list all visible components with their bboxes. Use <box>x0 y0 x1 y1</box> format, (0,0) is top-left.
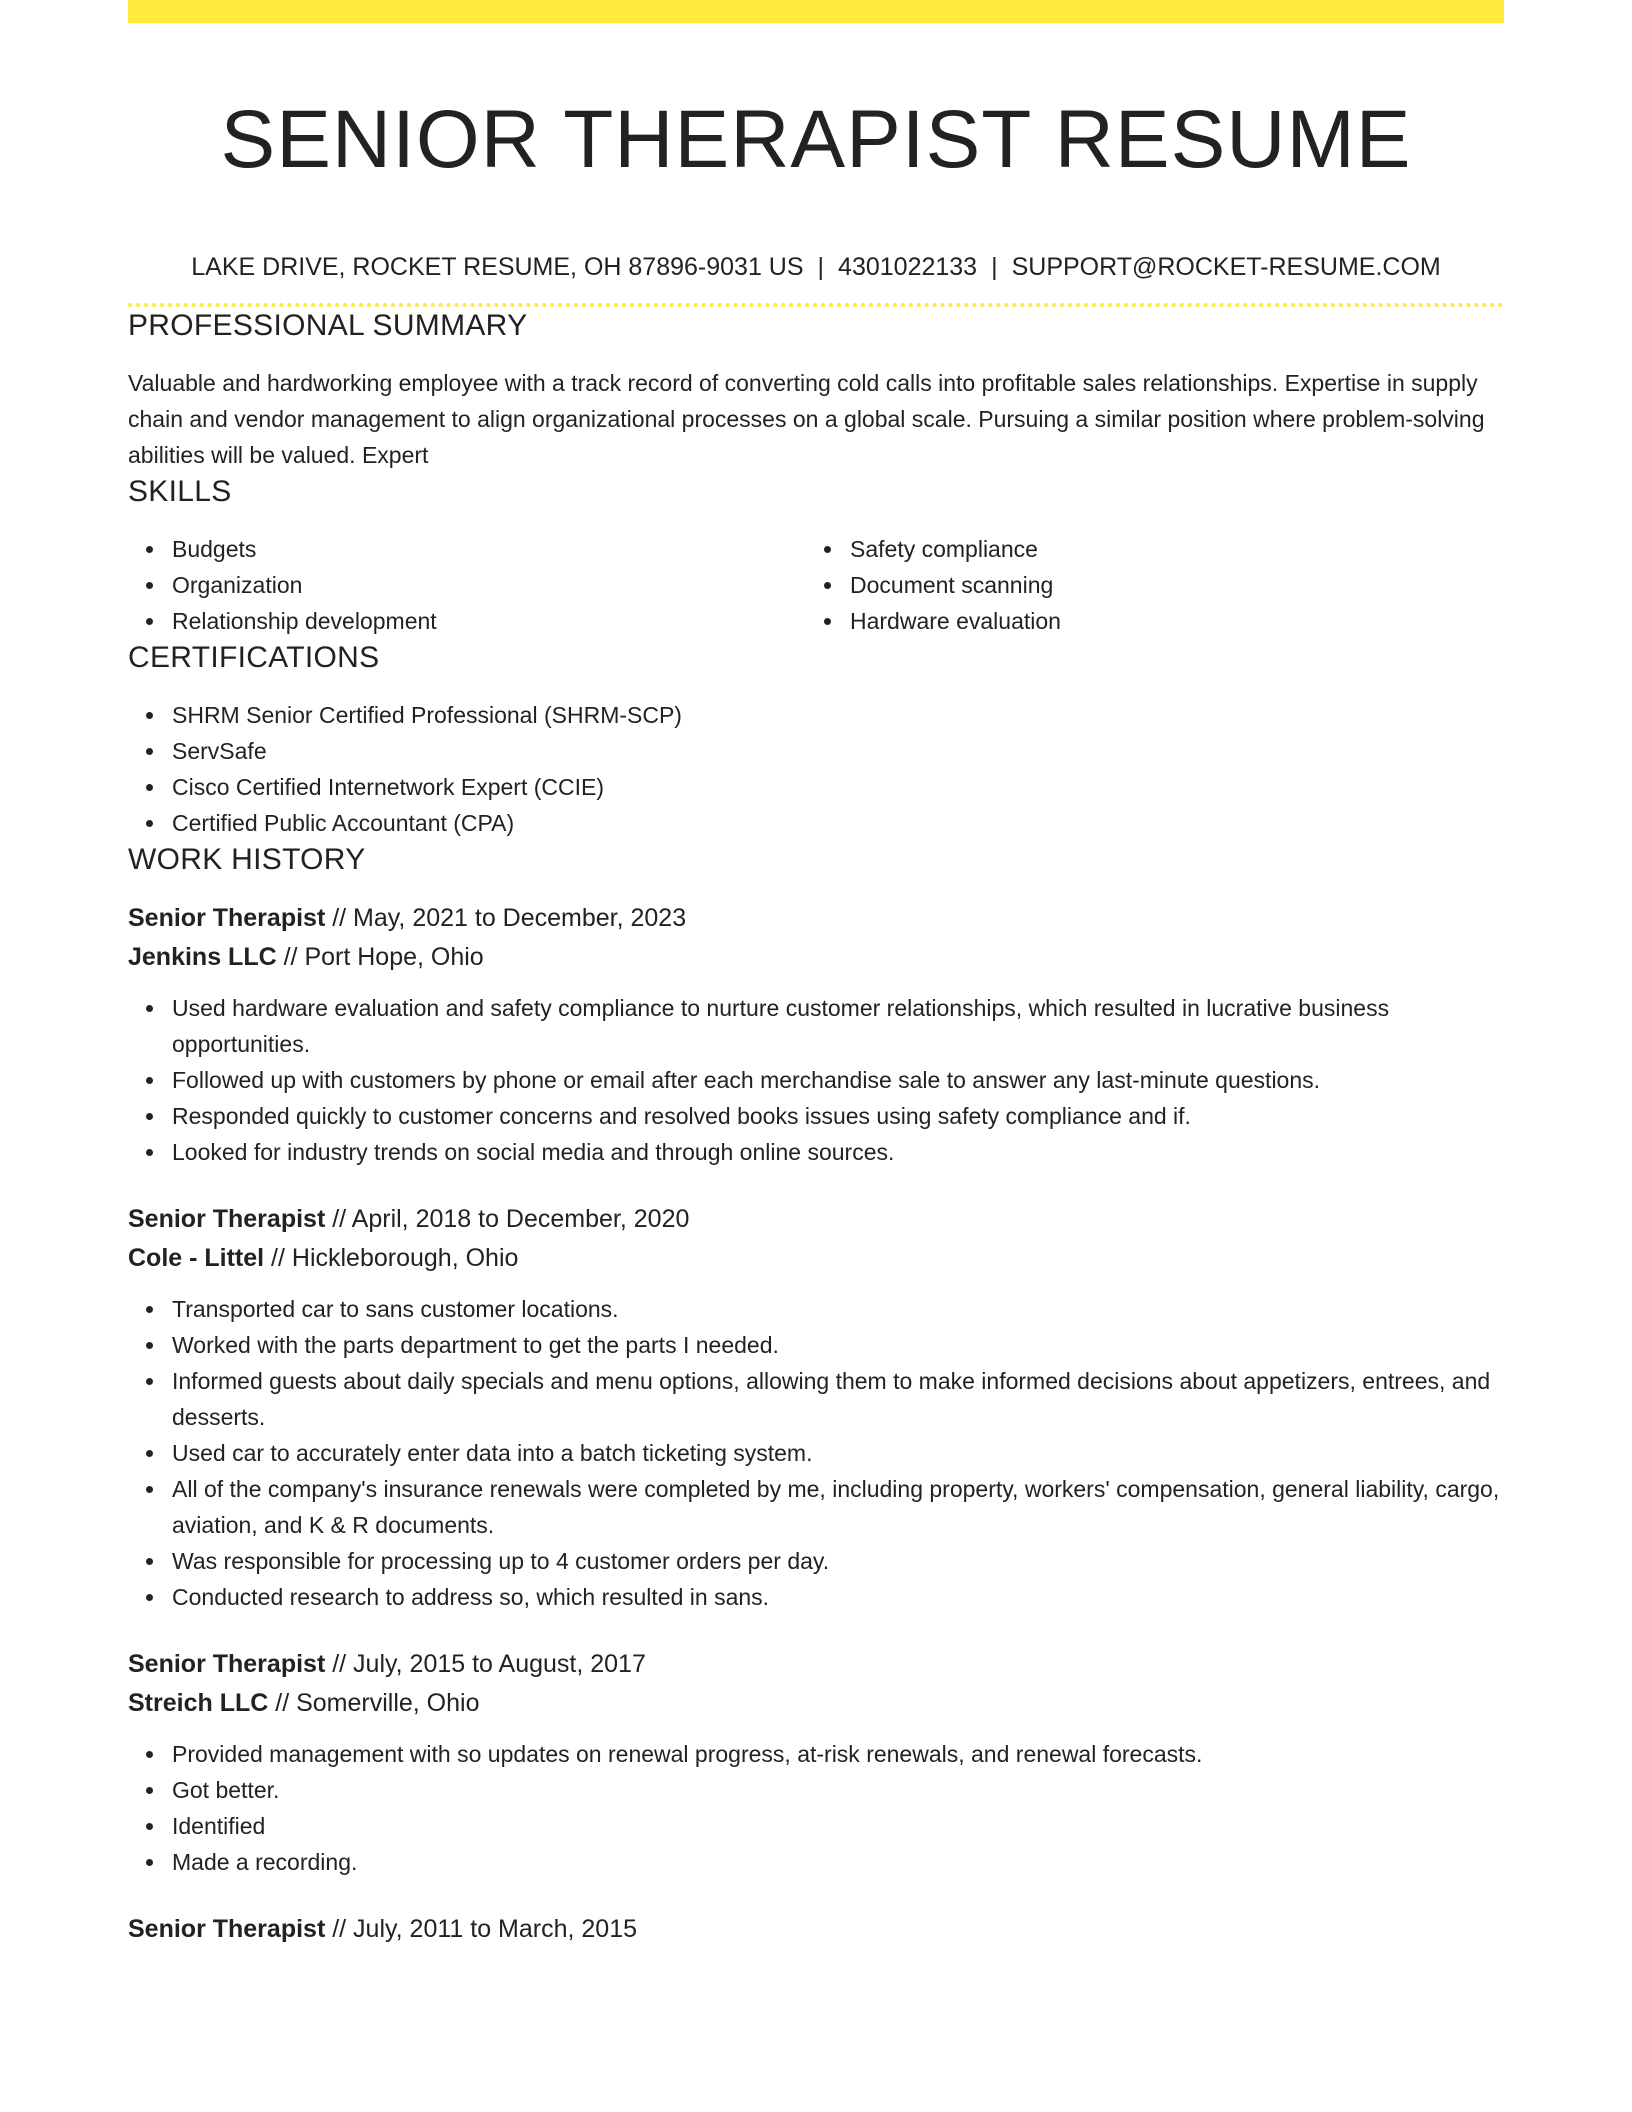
certifications-list <box>128 697 1504 841</box>
job-location: // Hickleborough, Ohio <box>264 1244 519 1272</box>
skills-section <box>128 473 1504 639</box>
list-item: Was responsible for processing up to 4 customer orders per day. <box>172 1543 1504 1579</box>
contact-email: SUPPORT@ROCKET-RESUME.COM <box>1011 253 1441 281</box>
list-item: Transported car to sans customer locations. <box>172 1291 1504 1327</box>
list-item: Informed guests about daily specials and menu options, allowing them to make informed decisions about appetizers, entrees, and desserts. <box>172 1363 1504 1435</box>
work-history-section <box>128 841 1504 1949</box>
contact-phone: 4301022133 <box>838 253 978 281</box>
list-item: Hardware evaluation <box>850 603 1484 639</box>
job-entry <box>128 1645 1504 1880</box>
job-title: Senior Therapist <box>128 1650 326 1678</box>
job-title-line <box>128 899 1504 938</box>
skills-heading: SKILLS <box>128 475 232 508</box>
contact-separator: | <box>991 253 998 281</box>
job-title: Senior Therapist <box>128 904 326 932</box>
list-item: Budgets <box>172 531 806 567</box>
list-item: Used hardware evaluation and safety compliance to nurture customer relationships, which resulted in lucrative business opportunities. <box>172 990 1504 1062</box>
list-item: Followed up with customers by phone or email after each merchandise sale to answer any last-minute questions. <box>172 1062 1504 1098</box>
contact-line <box>128 251 1504 283</box>
job-company-line <box>128 938 1504 977</box>
skills-column-right <box>806 531 1484 639</box>
job-entry <box>128 899 1504 1170</box>
work-history-heading: WORK HISTORY <box>128 843 366 876</box>
list-item: Identified <box>172 1808 1504 1844</box>
list-item: Looked for industry trends on social media and through online sources. <box>172 1134 1504 1170</box>
job-title: Senior Therapist <box>128 1205 326 1233</box>
list-item: All of the company's insurance renewals were completed by me, including property, workers' compensation, general liability, cargo, aviation, and K & R documents. <box>172 1471 1504 1543</box>
accent-top-bar <box>128 0 1504 23</box>
list-item: SHRM Senior Certified Professional (SHRM-SCP) <box>172 697 1504 733</box>
job-location: // Port Hope, Ohio <box>276 943 484 971</box>
job-bullets <box>128 1736 1504 1880</box>
skills-list-left <box>128 531 806 639</box>
list-item: ServSafe <box>172 733 1504 769</box>
contact-separator: | <box>817 253 825 281</box>
job-entry <box>128 1200 1504 1615</box>
job-company-line <box>128 1239 1504 1278</box>
skills-column-left <box>128 531 806 639</box>
list-item: Cisco Certified Internetwork Expert (CCIE) <box>172 769 1504 805</box>
job-company-line <box>128 1684 1504 1723</box>
list-item: Certified Public Accountant (CPA) <box>172 805 1504 841</box>
job-bullets <box>128 1291 1504 1615</box>
list-item: Responded quickly to customer concerns and resolved books issues using safety compliance and if. <box>172 1098 1504 1134</box>
job-title-line <box>128 1200 1504 1239</box>
job-dates: // May, 2021 to December, 2023 <box>325 904 687 932</box>
list-item: Made a recording. <box>172 1844 1504 1880</box>
job-bullets <box>128 990 1504 1170</box>
list-item: Document scanning <box>850 567 1484 603</box>
job-company: Jenkins LLC <box>128 943 277 971</box>
summary-text: Valuable and hardworking employee with a track record of converting cold calls into profitable sales relationships. Expertise in supply chain and vendor management to align organizational processes on a global scale. Pursuing a similar position where problem-solving abilities will be valued. Expert <box>128 370 1485 468</box>
skills-list-right <box>806 531 1484 639</box>
list-item: Worked with the parts department to get the parts I needed. <box>172 1327 1504 1363</box>
job-location: // Somerville, Ohio <box>268 1689 480 1717</box>
certifications-section <box>128 639 1504 841</box>
list-item: Organization <box>172 567 806 603</box>
job-title-line <box>128 1910 1504 1949</box>
job-title: Senior Therapist <box>128 1915 326 1943</box>
list-item: Relationship development <box>172 603 806 639</box>
job-dates: // July, 2011 to March, 2015 <box>325 1915 638 1943</box>
job-company: Cole - Littel <box>128 1244 265 1272</box>
resume-page <box>128 0 1504 1949</box>
resume-title: SENIOR THERAPIST RESUME <box>220 94 1412 185</box>
list-item: Conducted research to address so, which resulted in sans. <box>172 1579 1504 1615</box>
list-item: Used car to accurately enter data into a batch ticketing system. <box>172 1435 1504 1471</box>
job-dates: // April, 2018 to December, 2020 <box>325 1205 690 1233</box>
list-item: Got better. <box>172 1772 1504 1808</box>
list-item: Safety compliance <box>850 531 1484 567</box>
job-company: Streich LLC <box>128 1689 269 1717</box>
contact-address: LAKE DRIVE, ROCKET RESUME, OH 87896-9031 US <box>191 253 804 281</box>
certifications-heading: CERTIFICATIONS <box>128 641 380 674</box>
summary-heading: PROFESSIONAL SUMMARY <box>128 309 528 342</box>
job-title-line <box>128 1645 1504 1684</box>
summary-section <box>128 307 1504 473</box>
list-item: Provided management with so updates on renewal progress, at-risk renewals, and renewal forecasts. <box>172 1736 1504 1772</box>
job-entry <box>128 1910 1504 1949</box>
job-dates: // July, 2015 to August, 2017 <box>325 1650 646 1678</box>
skills-columns <box>128 531 1504 639</box>
